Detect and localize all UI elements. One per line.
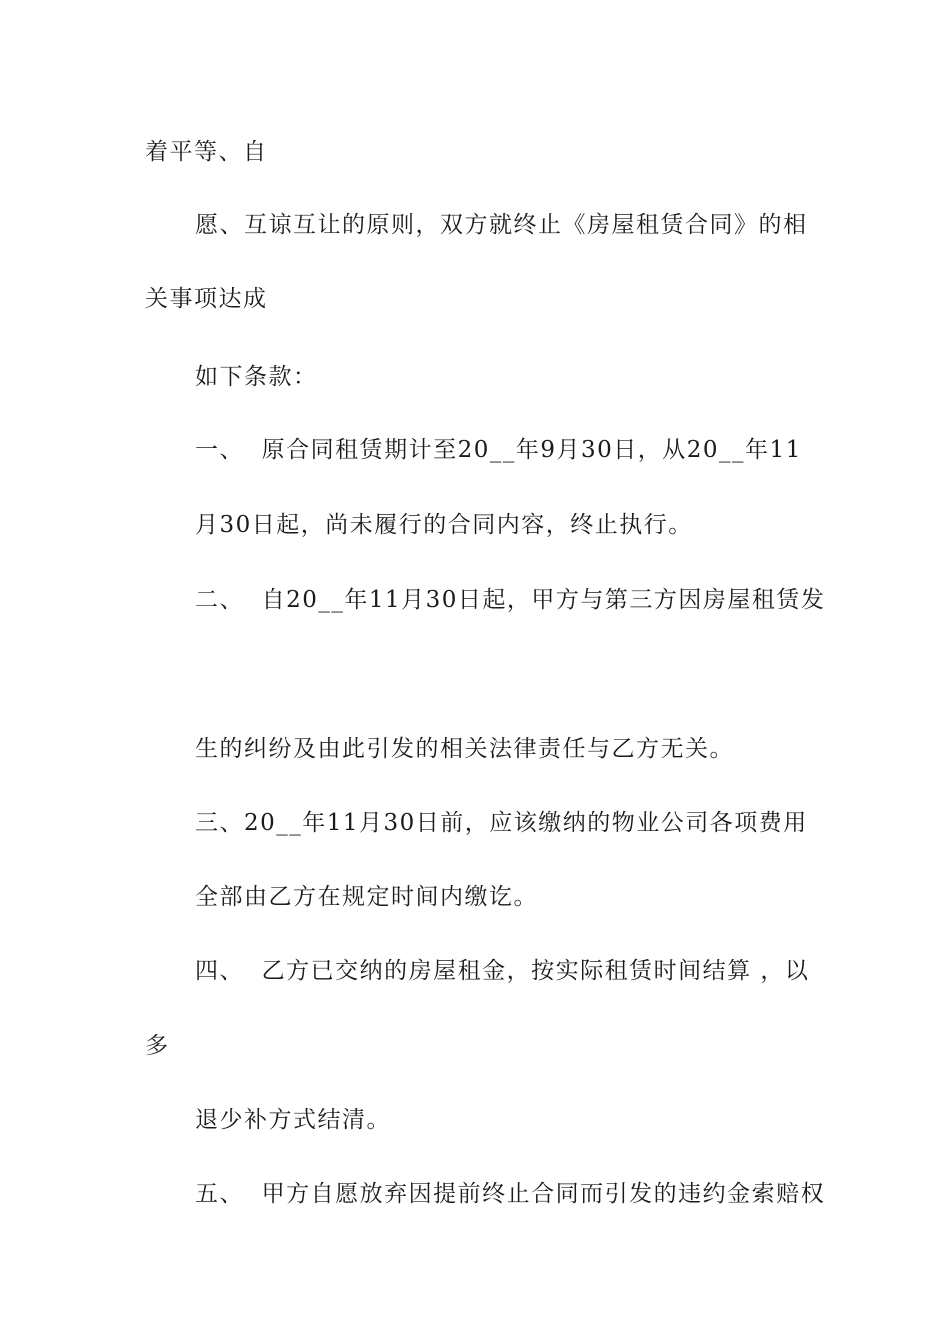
clause-2-line-2: 生的纠纷及由此引发的相关法律责任与乙方无关。 bbox=[195, 736, 734, 762]
clause-1-line-2: 月30日起，尚未履行的合同内容，终止执行。 bbox=[195, 512, 693, 538]
clause-3-line-1: 三、20__年11月30日前，应该缴纳的物业公司各项费用 bbox=[195, 810, 808, 836]
clause-4-line-3: 退少补方式结清。 bbox=[195, 1107, 391, 1133]
clause-3-line-2: 全部由乙方在规定时间内缴讫。 bbox=[195, 884, 538, 910]
clause-1-line-1: 一、 原合同租赁期计至20__年9月30日，从20__年11 bbox=[195, 437, 802, 463]
clause-5-line-1: 五、 甲方自愿放弃因提前终止合同而引发的违约金索赔权 bbox=[195, 1181, 826, 1207]
text-line: 关事项达成 bbox=[145, 286, 268, 312]
clause-4-line-1: 四、 乙方已交纳的房屋租金，按实际租赁时间结算 ，以 bbox=[195, 958, 810, 984]
text-line: 着平等、自 bbox=[145, 139, 268, 165]
clause-2-line-1: 二、 自20__年11月30日起，甲方与第三方因房屋租赁发 bbox=[195, 587, 826, 613]
clause-4-line-2: 多 bbox=[145, 1033, 170, 1059]
text-line: 愿、互谅互让的原则，双方就终止《房屋租赁合同》的相 bbox=[195, 212, 808, 238]
text-line: 如下条款： bbox=[195, 364, 318, 390]
